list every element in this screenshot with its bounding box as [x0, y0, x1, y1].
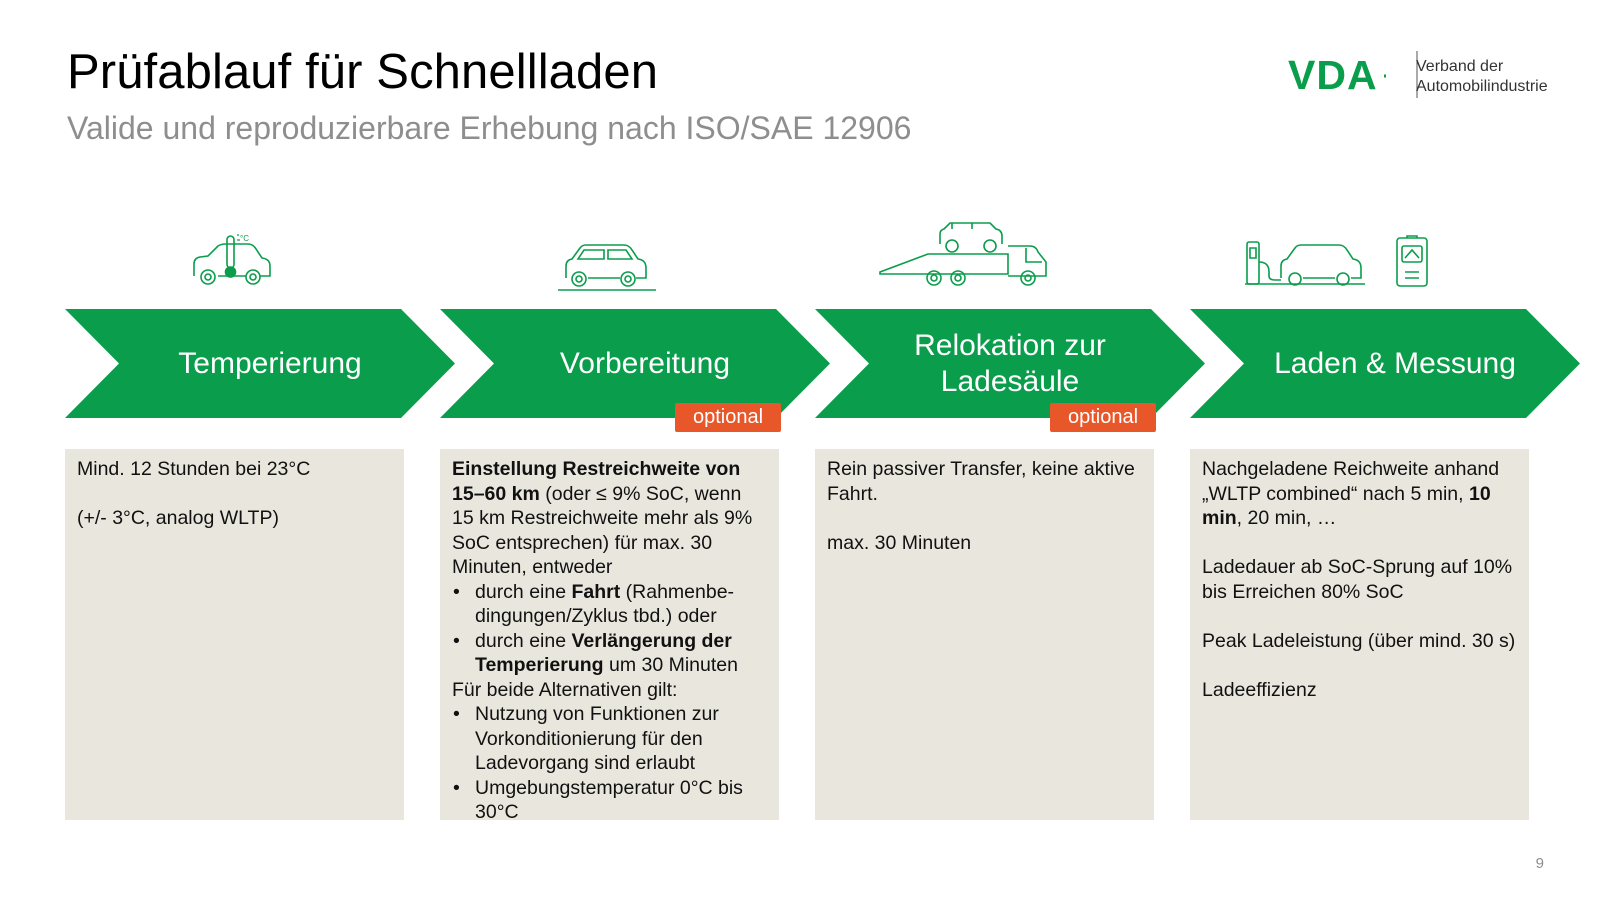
vda-logo [1288, 50, 1558, 102]
logo-divider [1384, 50, 1420, 98]
page-title: Prüfablauf für Schnellladen [67, 45, 659, 99]
charging-car-meter-icon [1245, 236, 1435, 292]
detail-box-temperierung: Mind. 12 Stunden bei 23°C (+/- 3°C, analog WLTP) [65, 449, 404, 820]
car-thermometer-icon [190, 232, 275, 290]
logo-mark: VDA [1288, 52, 1378, 98]
detail-box-relokation: Rein passiver Transfer, keine aktive Fahrt. max. 30 Minuten [815, 449, 1154, 820]
step-label: Vorbereitung [559, 346, 731, 380]
list-item: • Nutzung von Funktionen zur Vorkonditionierung für den Ladevorgang sind erlaubt [452, 702, 767, 776]
step-vorbereitung [440, 309, 830, 418]
list-item: • Umgebungstemperatur 0°C bis 30°C [452, 776, 767, 825]
list-item: • durch eine Fahrt (Rahmenbe-dingungen/Zyklus tbd.) oder [452, 580, 767, 629]
page-subtitle: Valide und reproduzierbare Erhebung nach ISO/SAE 12906 [67, 110, 912, 146]
car-icon [558, 242, 658, 294]
tow-truck-icon [880, 222, 1060, 288]
options-list [452, 580, 767, 678]
step-label: Laden & Messung [1274, 346, 1516, 380]
detail-box-vorbereitung: Einstellung Restreichweite von 15–60 km (oder ≤ 9% SoC, wenn 15 km Restreichweite mehr als 9% SoC entsprechen) für max. 30 Minuten, entweder • durch eine Fahrt (Rahmenbe-dingungen/Zyklus tbd.) oder • durch eine Verlängerung der Temperierung um 30 Minuten Für beide Alternativen gilt: • Nutzung von Funktionen zur Vorkonditionierung für den Ladevorgang sind erlaubt • Umgebungstemperatur 0°C bis 30°C [440, 449, 779, 820]
detail-box-laden-messung: Nachgeladene Reichweite anhand „WLTP combined“ nach 5 min, 10 min, 20 min, … Ladedauer ab SoC-Sprung auf 10% bis Erreichen 80% SoC Peak Ladeleistung (über mind. 30 s) Ladeeffizienz [1190, 449, 1529, 820]
step-relokation [815, 309, 1205, 418]
page-number: 9 [1535, 855, 1544, 872]
list-item: • durch eine Verlängerung der Temperierung um 30 Minuten [452, 629, 767, 678]
optional-badge: optional [1050, 403, 1156, 432]
step-laden-messung [1190, 309, 1580, 418]
step-temperierung [65, 309, 455, 418]
step-label: Temperierung [178, 346, 362, 380]
optional-badge: optional [675, 403, 781, 432]
logo-text: Verband der Automobilindustrie [1416, 58, 1548, 95]
conditions-list [452, 702, 767, 825]
svg-text:°C: °C [240, 234, 249, 243]
step-label: Relokation zur Ladesäule [914, 328, 1106, 398]
